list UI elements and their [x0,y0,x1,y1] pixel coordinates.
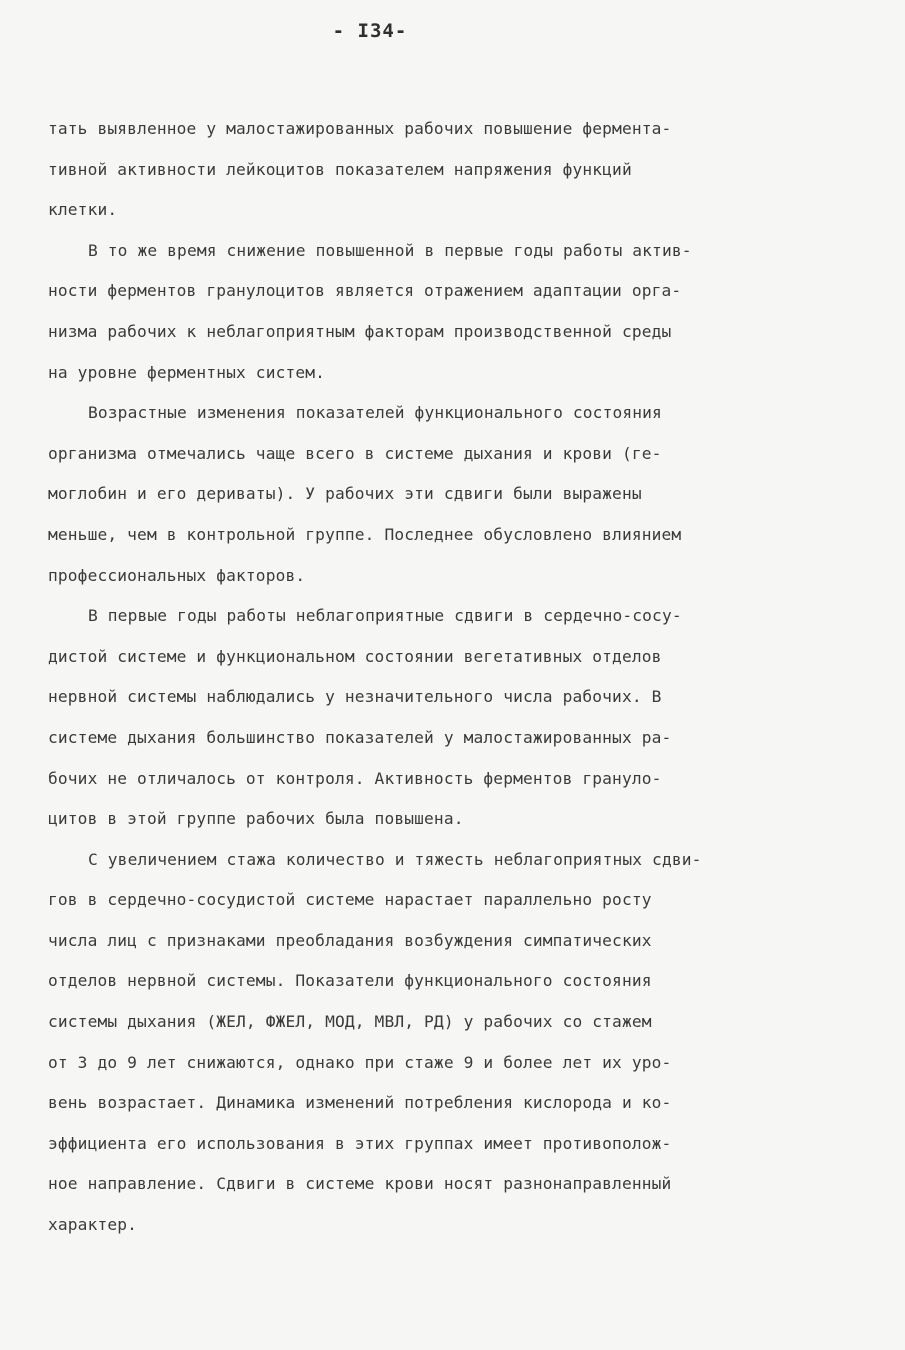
text-line: моглобин и его дериваты). У рабочих эти сдвиги были выражены [48,484,642,504]
paragraph-start-line: С увеличением стажа количество и тяжесть неблагоприятных сдви- [88,849,702,869]
text-line: тивной активности лейкоцитов показателем напряжения функций [48,159,632,179]
text-line: гов в сердечно-сосудистой системе нарастает параллельно росту [48,890,652,910]
text-line: системы дыхания (ЖЕЛ, ФЖЕЛ, МОД, МВЛ, РД) у рабочих со стажем [48,1012,652,1032]
text-line: клетки. [48,200,118,220]
text-line: бочих не отличалось от контроля. Активность ферментов грануло- [48,768,662,788]
text-line: низма рабочих к неблагоприятным факторам производственной среды [48,321,672,341]
text-line: от 3 до 9 лет снижаются, однако при стаже 9 и более лет их уро- [48,1052,672,1072]
paragraph-start-line: В то же время снижение повышенной в первые годы работы актив- [88,240,692,260]
text-line: организма отмечались чаще всего в системе дыхания и крови (ге- [48,443,662,463]
text-line: ности ферментов гранулоцитов является отражением адаптации орга- [48,281,682,301]
text-line: эффициента его использования в этих группах имеет противополож- [48,1133,672,1153]
text-line: на уровне ферментных систем. [48,362,326,382]
text-line: вень возрастает. Динамика изменений потребления кислорода и ко- [48,1093,672,1113]
paragraph-start-line: В первые годы работы неблагоприятные сдвиги в сердечно-сосу- [88,606,682,626]
text-line: числа лиц с признаками преобладания возбуждения симпатических [48,930,652,950]
body-text [48,109,848,1246]
text-line: отделов нервной системы. Показатели функционального состояния [48,971,652,991]
text-line: меньше, чем в контрольной группе. Последнее обусловлено влиянием [48,524,682,544]
text-line: характер. [48,1215,138,1235]
page-number: - I34- [332,20,408,42]
text-line: профессиональных факторов. [48,565,306,585]
text-line: системе дыхания большинство показателей у малостажированных ра- [48,727,672,747]
paragraph-start-line: Возрастные изменения показателей функционального состояния [88,403,662,423]
text-line: дистой системе и функциональном состоянии вегетативных отделов [48,646,662,666]
text-line: тать выявленное у малостажированных рабочих повышение фермента- [48,119,672,138]
text-line: нервной системы наблюдались у незначительного числа рабочих. В [48,687,662,707]
text-line: ное направление. Сдвиги в системе крови носят разнонаправленный [48,1174,672,1194]
text-line: цитов в этой группе рабочих была повышена. [48,809,464,829]
